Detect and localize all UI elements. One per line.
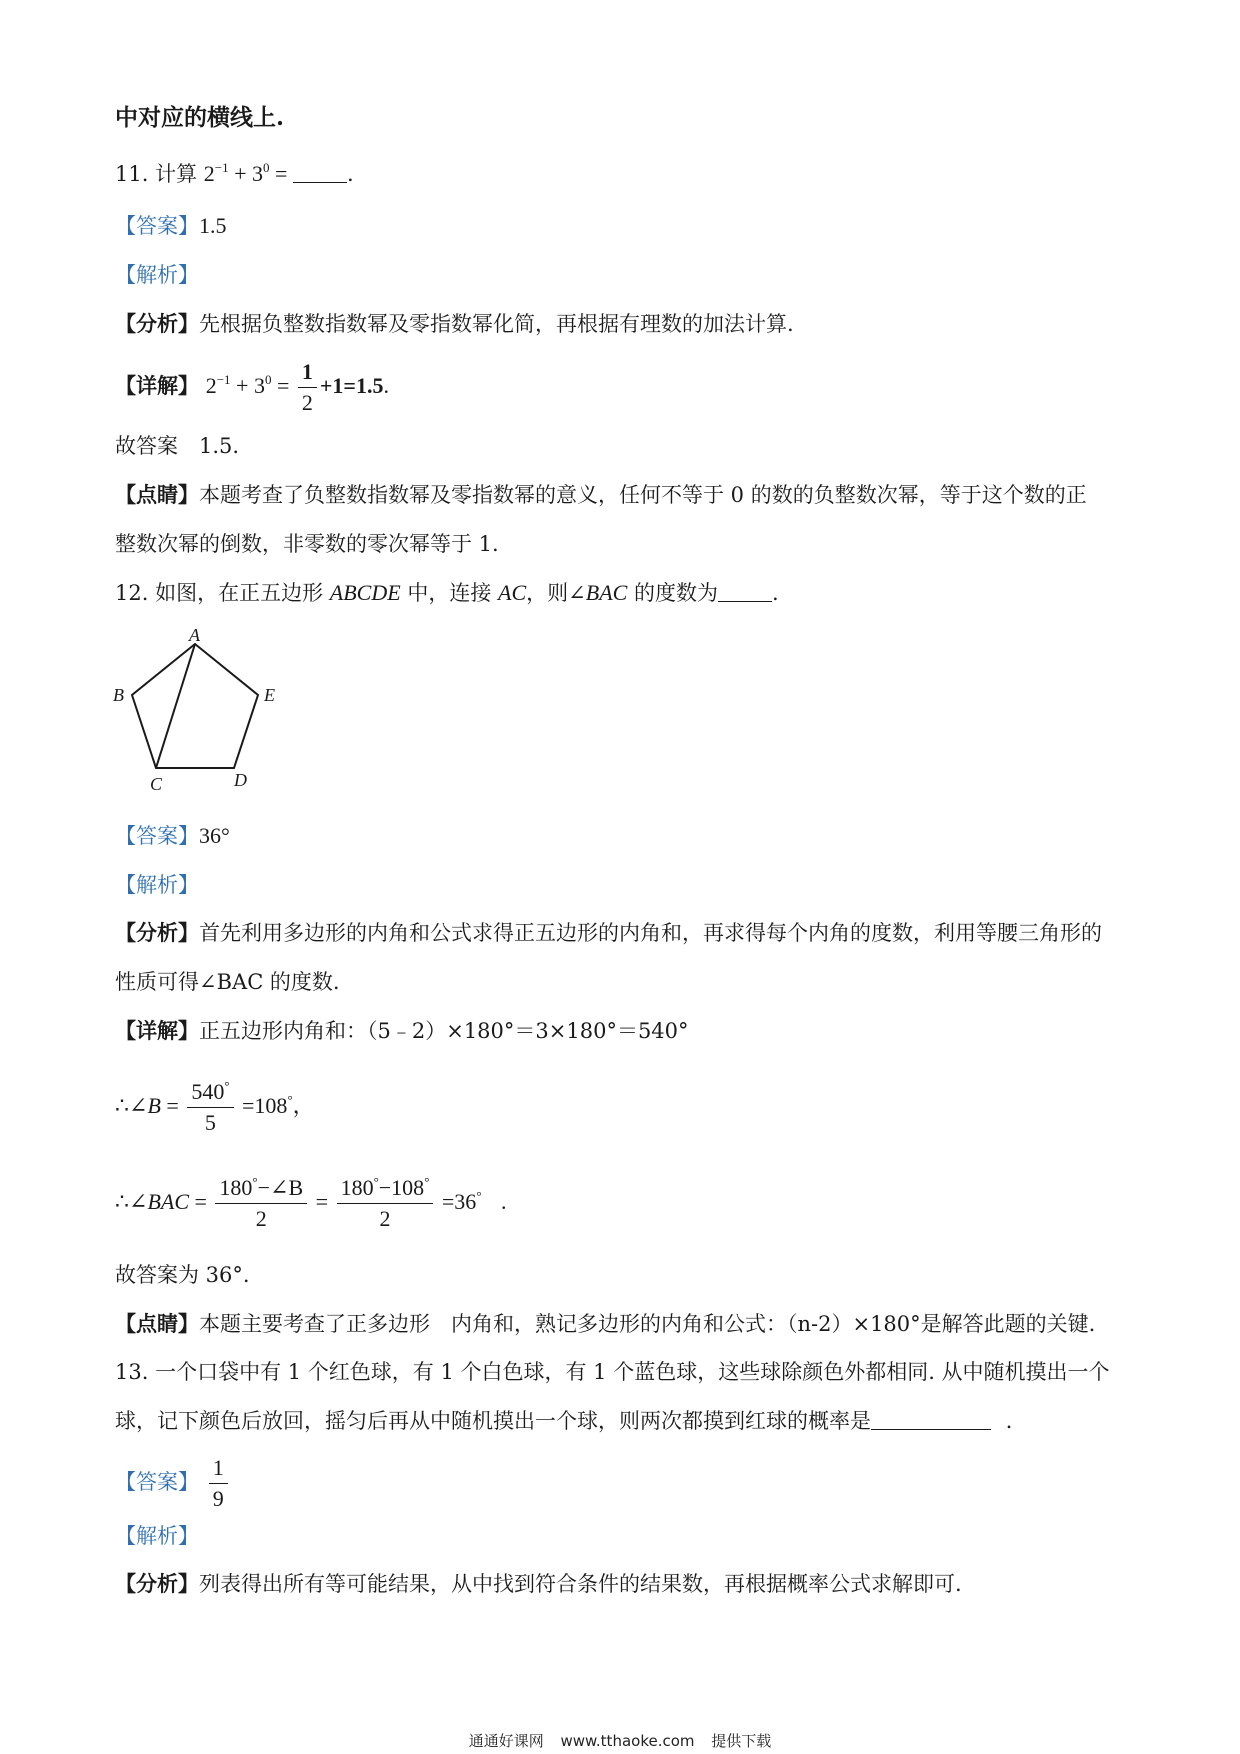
step2-num1-sup: ° [252,1174,258,1190]
xj-end: . [383,373,389,398]
q11-period: . [346,162,354,186]
q12-bac: BAC [585,580,628,605]
step2-num2a-sup: ° [373,1174,379,1190]
vertex-label-e: E [264,685,275,705]
fraction-numerator [187,1079,233,1108]
xiangjie-tag: 【详解】 [115,1018,199,1043]
q11-exp1: −1 [214,160,229,175]
q12-fenxi-text-2: 性质可得∠BAC 的度数. [115,970,340,994]
vertex-label-d: D [234,770,247,790]
q11-dianjing-2 [115,530,499,558]
section-heading-text: 中对应的横线上. [115,104,285,131]
q12-stem-2: 中，连接 [407,581,492,605]
step1-rest-sup: ° [287,1092,293,1107]
xiangjie-tag: 【详解】 [115,373,199,398]
q12-fenxi-1 [115,919,1102,947]
q12-stem-4: 的度数为 [634,581,719,605]
q12-fenxi-text-1: 首先利用多边形的内角和公式求得正五边形的内角和，再求得每个内角的度数，利用等腰三角形的 [199,921,1102,945]
answer-blank[interactable] [718,581,772,602]
q13-answer-fraction [209,1455,228,1512]
vertex-label-b: B [113,685,124,705]
q11-fenxi-text: 先根据负整数指数幂及零指数幂化简，再根据有理数的加法计算. [199,312,794,336]
q11-base1: 2 [203,161,215,186]
fenxi-tag: 【分析】 [115,920,199,945]
step1-prefix: ∴∠ [115,1093,148,1118]
vertex-label-a: A [189,628,200,645]
fraction-numerator [215,1175,307,1204]
fraction-denominator: 5 [204,1110,216,1136]
q13-answer-line [115,1452,231,1512]
analysis-tag: 【解析】 [115,263,199,287]
q11-conclusion-text: 故答案 1.5. [115,434,240,458]
pentagon-figure [108,628,288,798]
answer-tag: 【答案】 [115,214,199,238]
fraction-numerator [337,1175,434,1204]
page-footer [0,1730,1240,1751]
step2-eq2: = [315,1189,329,1214]
q12-step-2 [115,1172,507,1232]
fraction [215,1175,307,1232]
fraction-numerator: 1 [298,359,317,388]
q12-answer: 36° [199,823,230,848]
q13-fenxi-text: 列表得出所有等可能结果，从中找到符合条件的结果数，再根据概率公式求解即可. [199,1572,962,1596]
q12-abcde: ABCDE [329,580,401,605]
q11-dianjing-1 [115,481,1087,509]
fraction-numerator: 1 [209,1455,228,1484]
xj-base1: 2 [205,373,217,398]
q11-dianjing-text-2: 整数次幂的倒数，非零数的零次幂等于 1. [115,532,499,556]
q12-conclusion-text: 故答案为 36°. [115,1263,250,1287]
fraction [337,1175,434,1232]
question-11 [115,160,354,188]
q11-fenxi [115,310,794,338]
step2-num2b: −108 [378,1175,425,1201]
fraction-denominator: 2 [255,1206,267,1232]
q13-stem-end: ． [1005,1409,1027,1433]
step1-num-sup: ° [224,1078,230,1094]
step1-end: ， [292,1093,315,1118]
answer-tag: 【答案】 [115,1470,199,1494]
answer-blank[interactable] [293,162,347,183]
q12-dianjing [115,1310,1095,1338]
q12-fenxi-2 [115,968,340,996]
answer-blank[interactable] [871,1409,991,1430]
step1-num: 540 [191,1079,225,1105]
step2-rest-sup: ° [476,1188,482,1203]
q11-dianjing-text-1: 本题考查了负整数指数幂及零指数幂的意义，任何不等于 0 的数的负整数次幂，等于这个数的正 [199,483,1087,507]
step2-var: BAC [147,1189,189,1214]
q11-expression [204,161,293,186]
answer-tag: 【答案】 [115,824,199,848]
q11-xiangjie [115,358,389,416]
step1-rest: =108 [242,1093,288,1118]
q11-stem: 11. 计算 [115,162,198,186]
q11-answer-line [115,212,227,240]
fraction-denominator: 2 [379,1206,391,1232]
q11-base2: 3 [252,161,264,186]
q13-analysis-heading [115,1522,199,1550]
step1-eq: = [166,1093,179,1118]
q11-solution-expression [205,359,389,416]
section-heading [115,104,284,132]
step2-eq: = [194,1189,207,1214]
question-13-line-1 [115,1358,1110,1386]
step2-num1: 180 [219,1175,253,1201]
xj-eq: = [276,373,290,398]
dianjing-tag: 【点睛】 [115,482,199,507]
q11-answer: 1.5 [199,213,227,238]
q11-plus: + [234,161,247,186]
step2-prefix: ∴∠ [115,1189,148,1214]
q13-stem-1: 13. 一个口袋中有 1 个红色球，有 1 个白色球，有 1 个蓝色球，这些球除颜色外都相同. 从中随机摸出一个 [115,1360,1110,1384]
fraction-denominator: 9 [212,1486,224,1511]
xj-exp2: 0 [264,372,272,387]
fraction [298,359,317,416]
vertex-label-c: C [150,774,163,794]
step1-var: B [147,1093,161,1118]
q12-conclusion [115,1261,250,1289]
xj-plus: + [236,373,249,398]
step2-rest: =36 [441,1189,477,1214]
analysis-tag: 【解析】 [115,1524,199,1548]
question-12 [115,579,779,607]
q12-answer-line [115,822,230,850]
q12-xiangjie-text: 正五边形内角和：（5﹣2）×180°＝3×180°＝540° [199,1019,689,1043]
q13-stem-2: 球，记下颜色后放回，摇匀后再从中随机摸出一个球，则两次都摸到红球的概率是 [115,1409,871,1433]
q12-stem-3: ，则∠ [526,581,586,605]
q11-exp2: 0 [263,160,270,175]
step2-num1-rest: −∠B [257,1175,304,1201]
step2-num2b-sup: ° [424,1174,430,1190]
q11-eq: = [275,161,288,186]
step2-num2a: 180 [340,1175,374,1201]
q11-analysis-heading [115,261,199,289]
q12-step-1 [115,1076,315,1136]
fenxi-tag: 【分析】 [115,1571,199,1596]
q13-fenxi [115,1570,962,1598]
q12-xiangjie [115,1017,689,1045]
diagonal-ac [156,644,195,768]
analysis-tag: 【解析】 [115,873,199,897]
xj-base2: 3 [253,373,265,398]
q11-conclusion [115,432,239,460]
q12-stem-1: 12. 如图，在正五边形 [115,581,324,605]
q12-dianjing-text: 本题主要考查了正多边形 内角和，熟记多边形的内角和公式：（n-2）×180°是解答此题的关键. [199,1312,1096,1336]
xj-rest: +1=1.5 [319,373,384,398]
q12-analysis-heading [115,871,199,899]
question-13-line-2 [115,1407,1027,1435]
footer-download: 提供下载 [711,1732,772,1750]
step2-end: . [501,1189,507,1214]
fraction [187,1079,233,1136]
q12-ac: AC [498,580,527,605]
xj-exp1: −1 [216,372,231,387]
footer-url[interactable]: www.tthaoke.com [560,1732,695,1750]
q12-stem-5: . [772,581,779,605]
dianjing-tag: 【点睛】 [115,1311,199,1336]
fraction-denominator: 2 [301,390,313,416]
footer-site-name: 通通好课网 [468,1732,544,1750]
fenxi-tag: 【分析】 [115,311,199,336]
pentagon-outline [132,644,258,768]
